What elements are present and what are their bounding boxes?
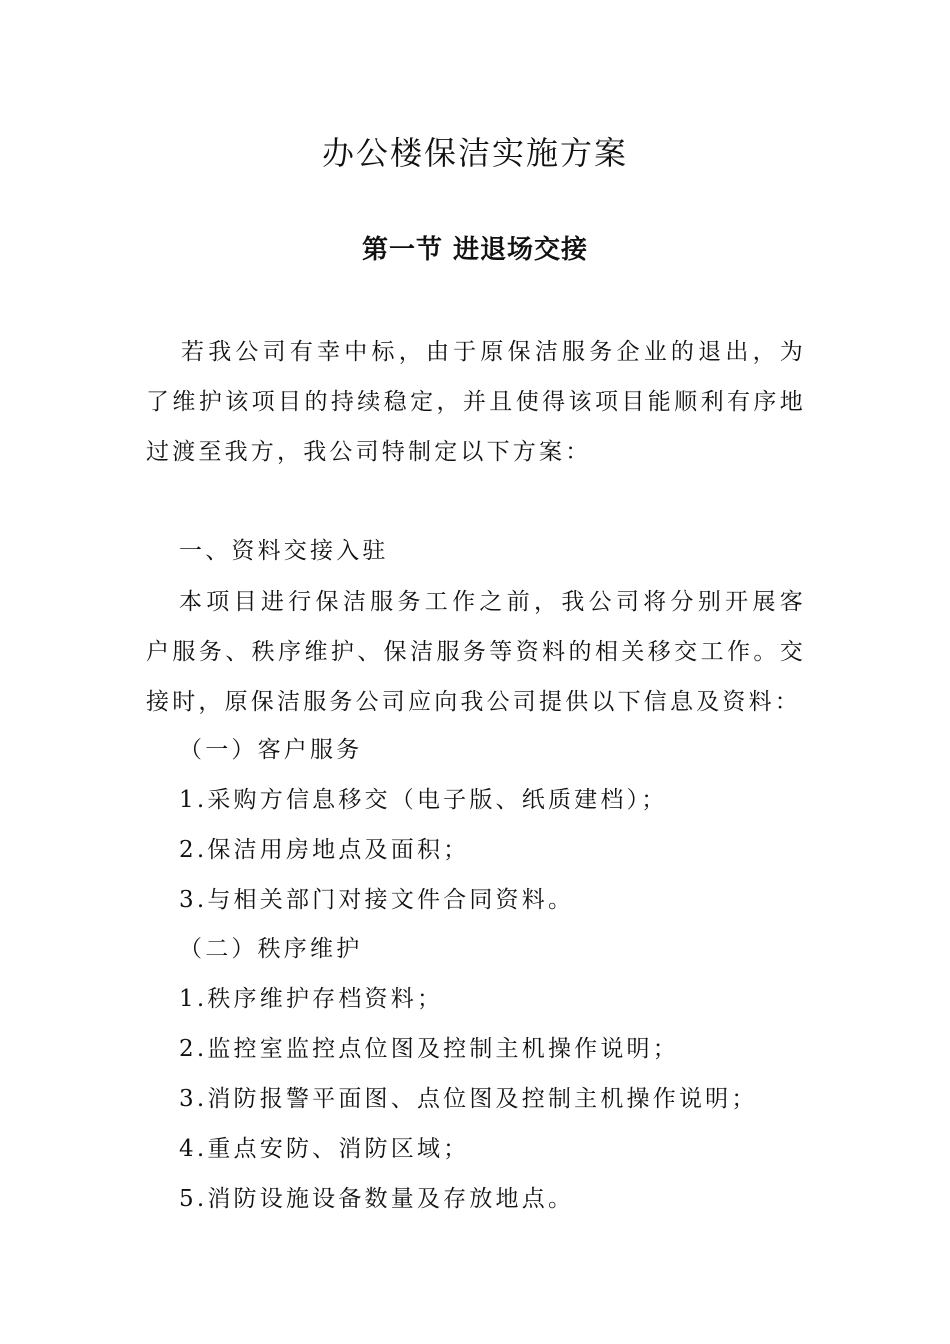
list-item: 1.秩序维护存档资料； [179, 986, 444, 1012]
subheading-order-maintenance: （二）秩序维护 [179, 936, 363, 962]
section-title: 第一节 进退场交接 [361, 235, 589, 265]
list-item: 1.采购方信息移交（电子版、纸质建档）； [179, 787, 668, 813]
intro-paragraph: 若我公司有幸中标，由于原保洁服务企业的退出，为了维护该项目的持续稳定，并且使得该项目能顺利有序地过渡至我方，我公司特制定以下方案： [146, 339, 806, 465]
list-item: 3.消防报警平面图、点位图及控制主机操作说明； [179, 1086, 758, 1112]
heading-materials-handover: 一、资料交接入驻 [179, 538, 389, 564]
list-item: 2.保洁用房地点及面积； [179, 837, 470, 863]
list-item: 4.重点安防、消防区域； [179, 1136, 470, 1162]
subheading-customer-service: （一）客户服务 [179, 737, 363, 763]
handover-paragraph: 本项目进行保洁服务工作之前，我公司将分别开展客户服务、秩序维护、保洁服务等资料的相关移交工作。交接时，原保洁服务公司应向我公司提供以下信息及资料： [146, 589, 806, 715]
list-item: 2.监控室监控点位图及控制主机操作说明； [179, 1036, 679, 1062]
document-title: 办公楼保洁实施方案 [321, 134, 628, 172]
list-item: 5.消防设施设备数量及存放地点。 [179, 1186, 575, 1212]
list-item: 3.与相关部门对接文件合同资料。 [179, 887, 575, 913]
